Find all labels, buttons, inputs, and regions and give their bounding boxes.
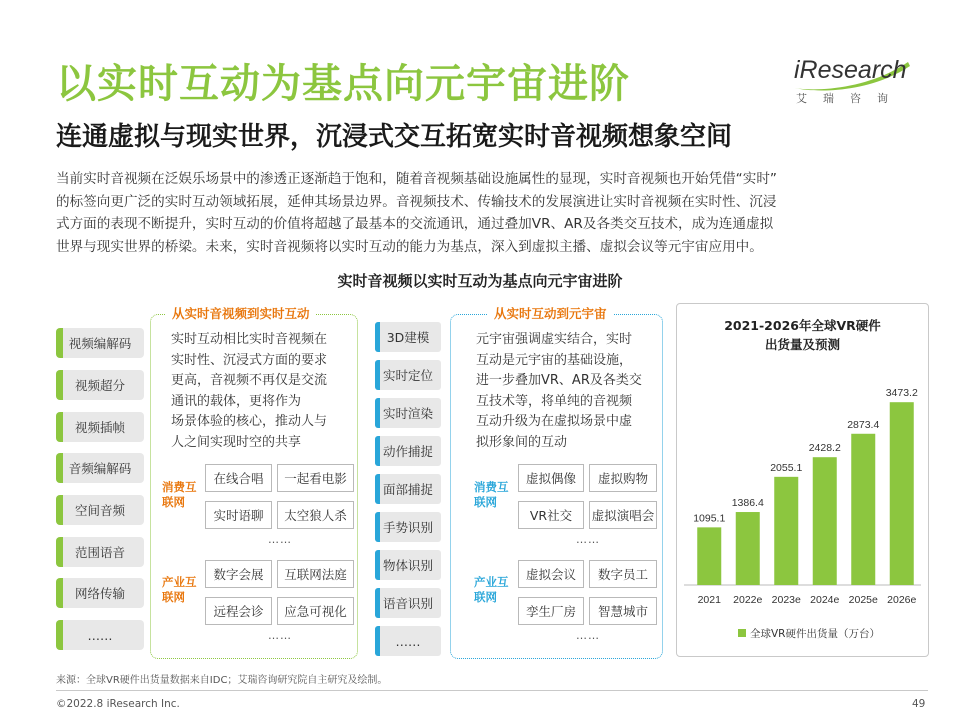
scenario-tag: 虚拟购物 [589,464,657,492]
scenario-tag: 在线合唱 [205,464,272,492]
source-note: 来源：全球VR硬件出货量数据来自IDC；艾瑞咨询研究院自主研究及绘制。 [56,675,388,686]
intro-line: 式方面的表现不断提升，实时互动的价值将超越了最基本的交流通讯，通过叠加VR、AR及各类交互技术，成为连通虚拟 [56,216,774,232]
panel-text-line: 通讯的载体，更将作为 [171,393,302,409]
chart-category-label: 2024e [810,594,840,606]
scenario-tag: 虚拟偶像 [518,464,584,492]
more-ellipsis: …… [576,629,600,642]
mid-tech-item: 语音识别 [375,588,441,618]
scenario-tag: 太空狼人杀 [277,501,354,529]
left-tech-item: 视频编解码 [56,328,144,358]
intro-line: 世界与现实世界的桥梁。未来，实时音视频将以实时互动的能力为基点，深入到虚拟主播、虚拟会议等元宇宙应用中。 [56,238,763,255]
page-title: 以实时互动为基点向元宇宙进阶 [56,61,630,107]
page-subtitle: 连通虚拟与现实世界，沉浸式交互拓宽实时音视频想象空间 [56,122,733,152]
more-ellipsis: …… [268,533,292,546]
scenario-tag: 虚拟演唱会 [589,501,657,529]
intro-line: 当前实时音视频在泛娱乐场景中的渗透正逐渐趋于饱和，随着音视频基础设施属性的显现，实时音视频也开始凭借“实时” [56,171,777,187]
panel-description [171,330,327,453]
scenario-tag: 智慧城市 [589,597,657,625]
panel-text-line: 互动是元宇宙的基础设施， [476,352,633,368]
page-number: 49 [912,698,926,710]
logo-wordmark: iResearch [794,56,907,84]
left-tech-item: 音频编解码 [56,453,144,483]
scenario-tag: 实时语聊 [205,501,272,529]
vr-shipment-bar-chart [676,303,929,657]
more-ellipsis: …… [576,533,600,546]
mid-tech-item: 物体识别 [375,550,441,580]
more-ellipsis: …… [268,629,292,642]
chart-data-label: 1095.1 [693,512,726,525]
left-tech-item: 视频超分 [56,370,144,400]
chart-category-label: 2021 [697,594,721,606]
panel-text-line: 场景体验的核心，推动人与 [171,414,328,429]
legend-swatch [738,629,746,637]
panel-text-line: 互技术等，将单纯的音视频 [476,393,633,409]
scenario-tag: 虚拟会议 [518,560,584,588]
chart-data-label: 2873.4 [847,418,880,431]
category-industrial-internet: 产业互联网 [162,575,197,604]
mid-tech-item: 面部捕捉 [375,474,441,504]
chart-data-label: 2055.1 [770,461,803,474]
mid-tech-item: 手势识别 [375,512,441,542]
panel-text-line: 进一步叠加VR、AR及各类交 [476,373,642,388]
panel-text-line: 实时互动相比实时音视频在 [171,332,328,347]
chart-category-label: 2026e [887,594,917,606]
panel-text-line: 元宇宙强调虚实结合，实时 [476,332,633,347]
scenario-tag: 一起看电影 [277,464,354,492]
category-consumer-internet: 消费互联网 [162,480,197,509]
mid-tech-item: 实时定位 [375,360,441,390]
diagram-title: 实时音视频以实时互动为基点向元宇宙进阶 [337,272,623,290]
scenario-tag: 孪生厂房 [518,597,584,625]
scenario-tag: 互联网法庭 [277,560,354,588]
footer-divider [56,690,928,691]
intro-paragraph [56,168,918,258]
chart-data-label: 3473.2 [885,387,918,400]
chart-bar [813,457,837,585]
panel-text-line: 拟形象间的互动 [476,434,568,450]
left-tech-item: 空间音频 [56,495,144,525]
panel-heading: 从实时互动到元宇宙 [488,304,613,322]
mid-tech-item: 实时渲染 [375,398,441,428]
chart-bar [851,434,875,585]
panel-text-line: 人之间实现时空的共享 [171,434,302,450]
mid-tech-item: …… [375,626,441,656]
chart-bar [890,402,914,585]
chart-bar [774,477,798,585]
chart-data-label: 1386.4 [731,497,764,510]
chart-title-line: 2021-2026年全球VR硬件 [724,318,881,333]
intro-line: 的标签向更广泛的实时互动领域拓展，延伸其场景边界。音视频技术、传输技术的发展演进让实时音视频在实时性、沉浸 [56,193,777,210]
panel-description [476,330,642,453]
scenario-tag: 应急可视化 [277,597,354,625]
copyright: ©2022.8 iResearch Inc. [56,698,180,710]
iresearch-logo [790,56,912,108]
chart-bar [736,512,760,585]
panel-text-line: 互动升级为在虚拟场景中虚 [476,414,633,429]
scenario-tag: 远程会诊 [205,597,272,625]
category-industrial-internet: 产业互联网 [474,575,509,604]
panel-heading: 从实时音视频到实时互动 [166,304,316,322]
scenario-tag: VR社交 [518,501,584,529]
left-tech-item: …… [56,620,144,650]
left-tech-item: 视频插帧 [56,412,144,442]
left-tech-item: 范围语音 [56,537,144,567]
panel-text-line: 实时性、沉浸式方面的要求 [171,352,328,368]
scenario-tag: 数字员工 [589,560,657,588]
chart-category-label: 2023e [771,594,801,606]
chart-title-line: 出货量及预测 [764,337,840,352]
chart-category-label: 2022e [733,594,763,606]
legend-label: 全球VR硬件出货量（万台） [750,628,880,640]
chart-category-label: 2025e [848,594,878,606]
chart-data-label: 2428.2 [808,442,841,455]
panel-text-line: 更高，音视频不再仅是交流 [171,373,328,388]
chart-bar [697,527,721,585]
logo-subtext: 艾瑞咨询 [796,92,904,105]
mid-tech-item: 动作捕捉 [375,436,441,466]
mid-tech-item: 3D建模 [375,322,441,352]
category-consumer-internet: 消费互联网 [474,480,509,509]
left-tech-item: 网络传输 [56,578,144,608]
scenario-tag: 数字会展 [205,560,272,588]
